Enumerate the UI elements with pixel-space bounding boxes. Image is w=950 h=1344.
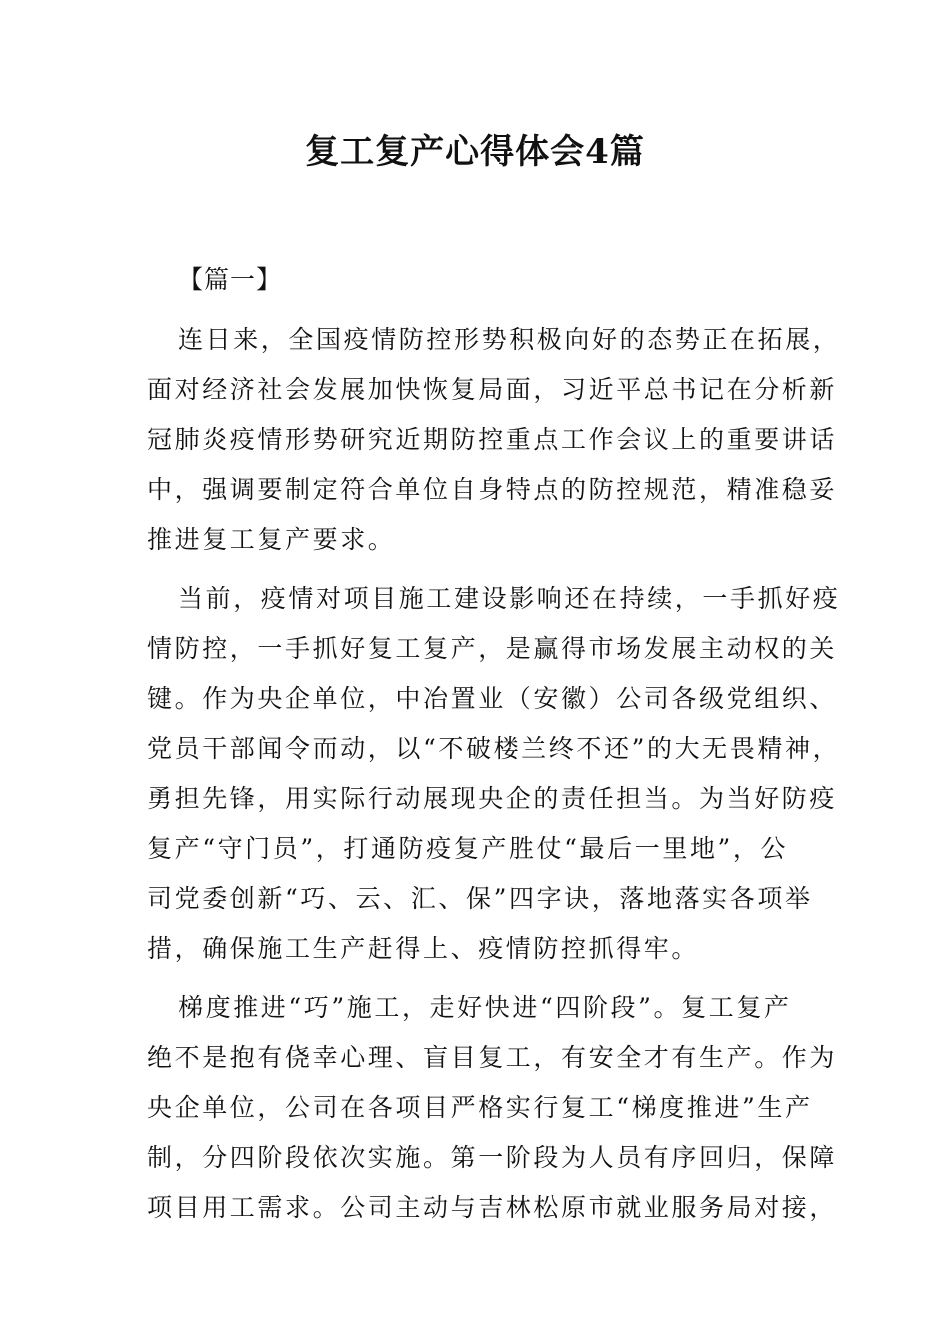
paragraph-line: 措，确保施工生产赶得上、疫情防控抓得牢。 (147, 934, 700, 963)
document-title: 复工复产心得体会4篇 (305, 132, 645, 172)
paragraph-line: 推进复工复产要求。 (147, 525, 396, 554)
paragraph-line: 当前，疫情对项目施工建设影响还在持续，一手抓好疫 (178, 584, 841, 613)
paragraph-line: 中，强调要制定符合单位自身特点的防控规范，精准稳妥 (147, 475, 838, 504)
paragraph-1 (147, 315, 841, 565)
paragraph-2 (147, 574, 841, 974)
document-body (147, 315, 841, 1242)
paragraph-line: 党员干部闻令而动，以“不破楼兰终不还”的大无畏精神， (147, 734, 841, 763)
paragraph-3 (147, 983, 838, 1233)
paragraph-line: 面对经济社会发展加快恢复局面，习近平总书记在分析新 (147, 375, 838, 404)
paragraph-line: 绝不是抱有侥幸心理、盲目复工，有安全才有生产。作为 (147, 1043, 838, 1072)
section-heading: 【篇一】 (178, 265, 283, 294)
paragraph-line: 冠肺炎疫情形势研究近期防控重点工作会议上的重要讲话 (147, 425, 838, 454)
paragraph-line: 梯度推进“巧”施工，走好快进“四阶段”。复工复产 (178, 993, 792, 1022)
paragraph-line: 勇担先锋，用实际行动展现央企的责任担当。为当好防疫 (147, 784, 838, 813)
paragraph-line: 复产“守门员”，打通防疫复产胜仗“最后一里地”，公 (147, 834, 789, 863)
paragraph-line: 司党委创新“巧、云、汇、保”四字诀，落地落实各项举 (147, 884, 813, 913)
paragraph-line: 键。作为央企单位，中冶置业（安徽）公司各级党组织、 (147, 684, 838, 713)
paragraph-line: 制，分四阶段依次实施。第一阶段为人员有序回归，保障 (147, 1143, 838, 1172)
paragraph-line: 情防控，一手抓好复工复产，是赢得市场发展主动权的关 (147, 634, 838, 663)
paragraph-line: 项目用工需求。公司主动与吉林松原市就业服务局对接， (147, 1193, 838, 1222)
paragraph-line: 央企单位，公司在各项目严格实行复工“梯度推进”生产 (147, 1093, 813, 1122)
paragraph-line: 连日来，全国疫情防控形势积极向好的态势正在拓展， (178, 325, 841, 354)
